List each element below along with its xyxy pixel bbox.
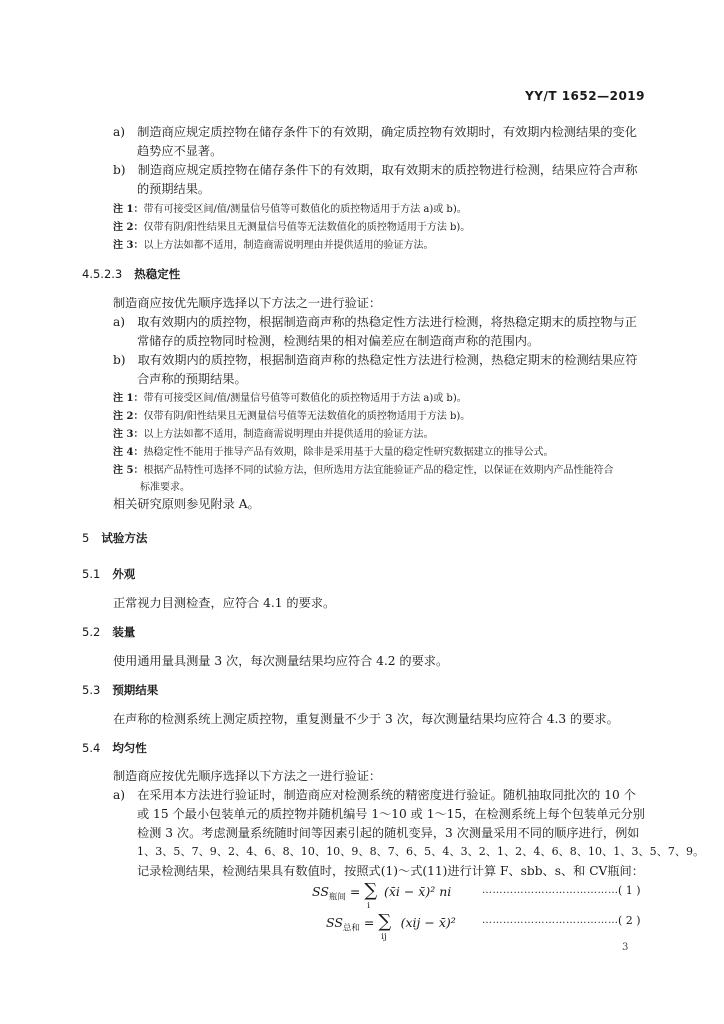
note-3: 注 3：以上方法如都不适用，制造商需说明理由并提供适用的验证方法。 xyxy=(113,240,434,251)
intro-5-4: 制造商应按优先顺序选择以下方法之一进行验证： xyxy=(113,769,382,783)
equation-2: $SS_{总和} = \sum_{ij}$ (xij − x̄)² xyxy=(326,911,456,942)
heading-5-4: 5.4 均匀性 xyxy=(82,741,147,755)
heading-4-5-2-3: 4.5.2.3 热稳定性 xyxy=(82,267,181,281)
uniformity-item-a-line5: 记录检测结果，检测结果具有数值时，按照式(1)～式(11)进行计算 F、sbb、s、和 CV瓶间： xyxy=(137,864,644,878)
heading-5-3: 5.3 预期结果 xyxy=(82,683,159,697)
uniformity-item-a-line4: 1、3、5、7、9、2、4、6、8、10、10、9、8、7、6、5、4、3、2、1、2、4、6、8、10、1、3、5、7、9。 xyxy=(137,845,705,858)
equation-2-leader: ………………………………… xyxy=(482,915,619,926)
thermal-note-3: 注 3：以上方法如都不适用，制造商需说明理由并提供适用的验证方法。 xyxy=(113,429,434,440)
equation-2-number: ( 2 ) xyxy=(618,914,641,927)
text-5-2: 使用通用量具测量 3 次，每次测量结果均应符合 4.2 的要求。 xyxy=(113,654,449,668)
uniformity-item-a-line1: a) 在采用本方法进行验证时，制造商应对检测系统的精密度进行验证。随机抽取同批次的 10 个 xyxy=(113,788,636,802)
thermal-item-b-line1: b) 取有效期内的质控物，根据制造商声称的热稳定性方法进行检测，热稳定期末的检测结果应符 xyxy=(113,353,638,367)
text-5-1: 正常视力目测检查，应符合 4.1 的要求。 xyxy=(113,596,336,610)
appendix-reference: 相关研究原则参见附录 A。 xyxy=(113,497,260,511)
item-b-line1: b) 制造商应规定质控物在储存条件下的有效期，取有效期末的质控物进行检测，结果应符合声称 xyxy=(113,163,638,177)
equation-1-leader: ………………………………… xyxy=(482,885,619,896)
uniformity-item-a-line2: 或 15 个最小包装单元的质控物并随机编号 1～10 或 1～15，在检测系统上每个包装单元分别 xyxy=(137,807,645,821)
heading-5-2: 5.2 装量 xyxy=(82,625,136,639)
heading-5: 5 试验方法 xyxy=(82,531,148,545)
sum-symbol: ∑ xyxy=(378,911,392,932)
intro-4-5-2-3: 制造商应按优先顺序选择以下方法之一进行验证： xyxy=(113,296,382,310)
text-5-3: 在声称的检测系统上测定质控物，重复测量不少于 3 次，每次测量结果均应符合 4.3 的要求。 xyxy=(113,712,619,726)
sum-symbol: ∑ xyxy=(364,880,378,901)
equation-1: $SS_{瓶间} = \sum_i$ (x̄i − x̄)² ni xyxy=(312,880,452,911)
standard-number: YY/T 1652—2019 xyxy=(525,89,645,103)
equation-1-number: ( 1 ) xyxy=(618,884,641,897)
thermal-item-b-line2: 合声称的预期结果。 xyxy=(137,372,247,386)
thermal-note-5: 注 5：根据产品特性可选择不同的试验方法，但所选用方法宜能验证产品的稳定性，以保证在效期内产品性能符合 xyxy=(113,465,614,476)
thermal-note-4: 注 4：热稳定性不能用于推导产品有效期，除非是采用基于大量的稳定性研究数据建立的推导公式。 xyxy=(113,447,554,458)
item-a-line2: 趋势应不显著。 xyxy=(137,144,223,158)
note-2: 注 2：仅带有阴/阳性结果且无测量信号值等无法数值化的质控物适用于方法 b)。 xyxy=(113,222,471,233)
uniformity-item-a-line3: 检测 3 次。考虑测量系统随时间等因素引起的随机变异，3 次测量采用不同的顺序进行，例如 xyxy=(137,826,640,840)
page-number: 3 xyxy=(622,942,629,953)
item-b-line2: 的预期结果。 xyxy=(137,182,211,196)
note-1: 注 1：带有可接受区间/值/测量信号值等可数值化的质控物适用于方法 a)或 b)。 xyxy=(113,204,467,215)
thermal-note-5-line2: 标准要求。 xyxy=(140,482,190,493)
thermal-note-2: 注 2：仅带有阴/阳性结果且无测量信号值等无法数值化的质控物适用于方法 b)。 xyxy=(113,411,471,422)
item-a-line1: a) 制造商应规定质控物在储存条件下的有效期，确定质控物有效期时，有效期内检测结果的变化 xyxy=(113,125,637,139)
thermal-item-a-line2: 常储存的质控物同时检测，检测结果的相对偏差应在制造商声称的范围内。 xyxy=(137,334,540,348)
heading-5-1: 5.1 外观 xyxy=(82,567,136,581)
thermal-item-a-line1: a) 取有效期内的质控物，根据制造商声称的热稳定性方法进行检测，将热稳定期末的质控物与正 xyxy=(113,315,637,329)
thermal-note-1: 注 1：带有可接受区间/值/测量信号值等可数值化的质控物适用于方法 a)或 b)。 xyxy=(113,393,467,404)
